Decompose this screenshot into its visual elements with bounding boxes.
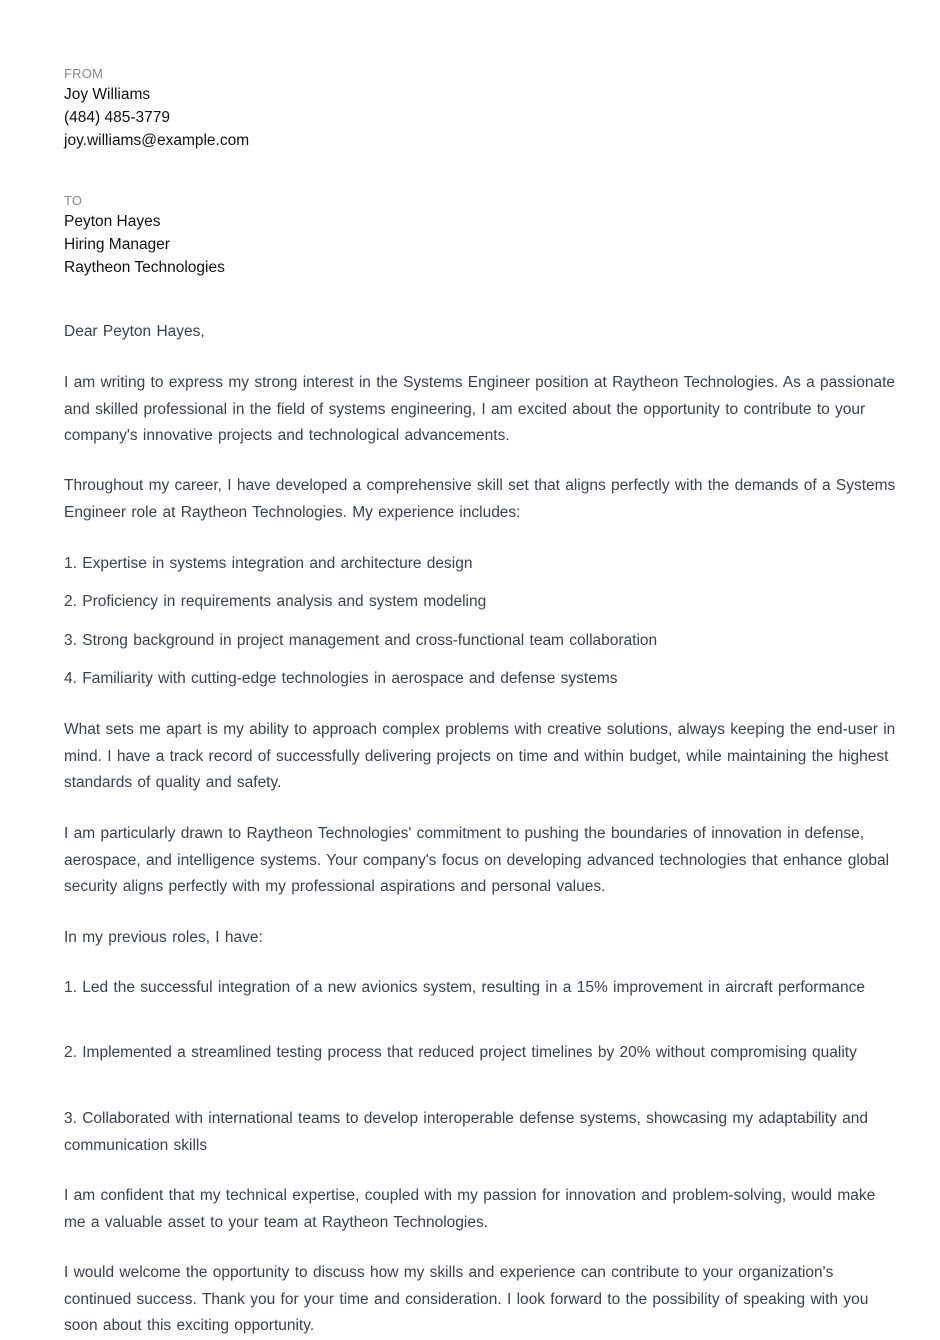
list-item: 1. Led the successful integration of a new avionics system, resulting in a 15% improvement in aircraft performance [64, 979, 865, 996]
sender-email: joy.williams@example.com [64, 132, 250, 149]
list-item: 1. Expertise in systems integration and architecture design [64, 555, 473, 572]
to-label: TO [64, 193, 83, 208]
confidence-paragraph: I am confident that my technical expertise, coupled with my passion for innovation and problem-solving, would make me a valuable asset to your team at Raytheon Technologies. [64, 1187, 876, 1231]
list-item: 2. Implemented a streamlined testing process that reduced project timelines by 20% without compromising quality [64, 1044, 857, 1061]
recipient-name: Peyton Hayes [64, 213, 161, 230]
sender-name: Joy Williams [64, 86, 151, 103]
from-label: FROM [64, 66, 104, 81]
intro-paragraph: I am writing to express my strong interest in the Systems Engineer position at Raytheon Technologies. As a passionate and skilled professional in the field of systems engineering, I am excited about the opportunity to contribute to your company's innovative projects and technological advancements. [64, 374, 896, 445]
list-item: 2. Proficiency in requirements analysis and system modeling [64, 593, 487, 610]
recipient-company: Raytheon Technologies [64, 259, 225, 276]
salutation: Dear Peyton Hayes, [64, 323, 205, 340]
list-item: 3. Strong background in project management and cross-functional team collaboration [64, 632, 658, 649]
company-interest-paragraph: I am particularly drawn to Raytheon Technologies' commitment to pushing the boundaries of innovation in defense, aerospace, and intelligence systems. Your company's focus on developing advanced technologies that enhance global security aligns perfectly with my professional aspirations and personal values. [64, 825, 890, 896]
differentiator-paragraph: What sets me apart is my ability to approach complex problems with creative solutions, always keeping the end-user in mind. I have a track record of successfully delivering projects on time and within budget, while maintaining the highest standards of quality and safety. [64, 721, 896, 792]
list-item: 3. Collaborated with international teams to develop interoperable defense systems, showcasing my adaptability and communication skills [64, 1110, 868, 1154]
skills-intro-paragraph: Throughout my career, I have developed a comprehensive skill set that aligns perfectly with the demands of a Systems Engineer role at Raytheon Technologies. My experience includes: [64, 477, 896, 521]
closing-paragraph: I would welcome the opportunity to discuss how my skills and experience can contribute to your organization's continued success. Thank you for your time and consideration. I look forward to the possibility of speaking with you soon about this exciting opportunity. [64, 1264, 869, 1335]
sender-phone: (484) 485-3779 [64, 109, 170, 126]
achievements-intro: In my previous roles, I have: [64, 929, 263, 946]
recipient-title: Hiring Manager [64, 236, 170, 253]
list-item: 4. Familiarity with cutting-edge technologies in aerospace and defense systems [64, 670, 618, 687]
